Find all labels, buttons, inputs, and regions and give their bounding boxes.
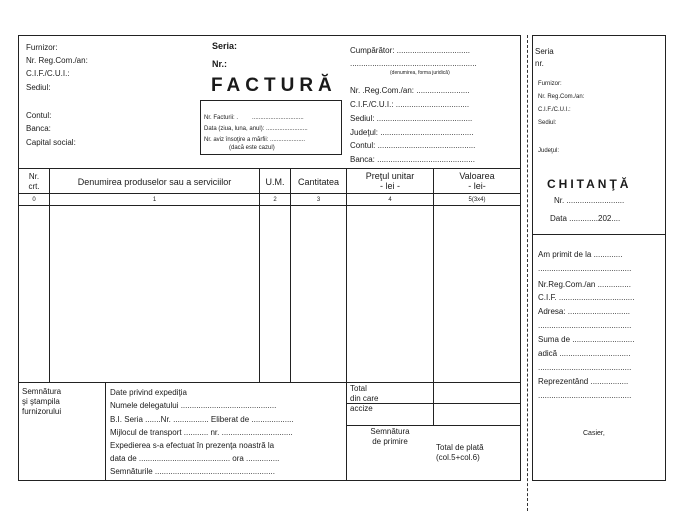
supplier-label: Furnizor: [26, 43, 58, 52]
receipt-address-dots: .......................................... [538, 321, 632, 330]
cashier-label: Casier, [583, 430, 605, 437]
buyer-cif-label: C.I.F./C.U.I.: ................................. [350, 100, 470, 109]
receipt-sediul-label: Sediul: [538, 120, 557, 126]
accize-text: accize [350, 404, 373, 413]
col-index-2: 2 [273, 197, 277, 203]
col-index-0: 0 [32, 197, 36, 203]
de-primire-text: de primire [372, 437, 408, 446]
supplier-cif-label: C.I.F./C.U.I.: [26, 69, 70, 78]
buyer-label: Cumpărător: ................................. [350, 46, 471, 55]
invoice-aviz-label: Nr. aviz însoţire a mărfii: ..................... [204, 137, 306, 143]
total-label [350, 384, 378, 414]
stamp-text: şi ştampila [22, 397, 60, 406]
receipt-representing-dots: .......................................... [538, 391, 632, 400]
signatures-line: Semnăturile ...................................................... [110, 467, 275, 476]
supplier-contul-label: Contul: [26, 111, 52, 120]
invoice-nr-label: Nr.: [212, 59, 228, 69]
receipt-bottom-border [532, 480, 666, 481]
col-header-pret-text: Preţul unitar [365, 171, 415, 181]
col-index-5: 5(3x4) [468, 197, 486, 203]
receipt-left-border [532, 35, 533, 481]
receipt-cif-line: C.I.F. .................................. [538, 293, 635, 302]
receipt-signature-label [347, 427, 433, 447]
invoice-seria-label: Seria: [212, 41, 238, 51]
total-payment-formula: (col.5+col.6) [436, 453, 480, 462]
transport-line: Mijlocul de transport ........... nr. ................................ [110, 428, 293, 437]
col-header-pret-unit: - lei - [380, 181, 400, 191]
invoice-bottom-border [18, 480, 521, 481]
col-header-valoarea-unit: - lei- [468, 181, 486, 191]
footer-sep-3 [433, 382, 434, 426]
col-index-1: 1 [152, 197, 157, 203]
col-header-crt-text: crt. [28, 182, 40, 191]
receipt-signature-text: Semnătura [370, 427, 410, 436]
receipt-top-border [532, 35, 666, 36]
receipt-judetul-label: Judeţul: [538, 148, 560, 154]
supplier-reg-com-label: Nr. Reg.Com./an: [26, 56, 88, 65]
receipt-number-line: Nr. .......................... [554, 196, 625, 205]
shipment-presence-line: Expedierea s-a efectuat în prezenţa noastră la [110, 441, 275, 450]
supplier-banca-label: Banca: [26, 124, 51, 133]
footer-accize-line [346, 425, 521, 426]
total-text: Total [350, 384, 367, 393]
receipt-cif-label: C.I.F./C.U.I.: [538, 107, 571, 113]
receipt-divider [532, 234, 666, 235]
perforation-line [527, 35, 528, 511]
table-index-bottom-line [18, 205, 521, 206]
footer-sep-1 [105, 382, 106, 480]
received-from-line: Am primit de la ............. [538, 250, 623, 259]
receipt-nr-label: nr. [535, 59, 544, 68]
col-header-pret [347, 171, 433, 191]
shipping-date-label: Date privind expediţia [110, 388, 187, 397]
invoice-date-label: Data (ziua, luna, anul): ......................... [204, 126, 308, 132]
receipt-right-border [665, 35, 666, 481]
col-index-4: 4 [388, 197, 392, 203]
id-card-line: B.I. Seria .......Nr. ................ Eliberat de ................... [110, 415, 294, 424]
invoice-number-dots: ............................... [252, 115, 304, 121]
signature-stamp-label [22, 387, 61, 417]
buyer-name-line: ......................................................... [350, 59, 477, 68]
signature-text: Semnătura [22, 387, 62, 396]
buyer-judetul-label: Judeţul: .......................................... [350, 128, 474, 137]
table-body-bottom-line [18, 382, 521, 383]
invoice-right-border [520, 35, 521, 481]
invoice-title: FACTURĂ [211, 75, 337, 96]
col-header-nr [19, 172, 49, 192]
invoice-aviz-note: (dacă este cazul) [229, 145, 275, 151]
col-header-valoarea [434, 171, 520, 191]
receipt-title: CHITANŢĂ [547, 177, 632, 191]
invoice-number-text: Nr. Facturii: . [204, 115, 239, 121]
col-header-cantitatea: Cantitatea [297, 177, 340, 187]
delegate-name-line: Numele delegatului ........................................... [110, 401, 277, 410]
receipt-sum-dots: .......................................... [538, 363, 632, 372]
din-care-text: din care [350, 394, 379, 403]
shipment-date-line: data de ......................................... ora ............... [110, 454, 280, 463]
total-payment-text: Total de plată [436, 443, 484, 452]
receipt-supplier-label: Furnizor: [538, 81, 562, 87]
supplier-capital-label: Capital social: [26, 138, 76, 147]
table-top-line [18, 168, 521, 169]
col-index-3: 3 [316, 197, 321, 203]
receipt-address-line: Adresa: ............................ [538, 307, 631, 316]
col-header-valoarea-text: Valoarea [459, 171, 495, 181]
receipt-representing-line: Reprezentând ................. [538, 377, 629, 386]
buyer-name-hint: (denumirea, forma juridică) [390, 70, 450, 76]
invoice-left-border [18, 35, 19, 481]
supplier-sediul-label: Sediul: [26, 83, 51, 92]
receipt-reg-com-line: Nr.Reg.Com./an ............... [538, 280, 631, 289]
receipt-sum-words-line: adică ................................ [538, 349, 631, 358]
col-header-denumire: Denumirea produselor sau a serviciilor [77, 177, 232, 187]
col-header-um: U.M. [265, 177, 285, 187]
invoice-top-border [18, 35, 521, 36]
buyer-contul-label: Contul: ............................................ [350, 141, 476, 150]
receipt-reg-com-label: Nr. Reg.Com./an: [538, 94, 585, 100]
buyer-sediul-label: Sediul: ........................................... [350, 114, 473, 123]
col-header-nr-text: Nr. [28, 172, 40, 181]
buyer-reg-com-label: Nr. .Reg.Com./an: ........................ [350, 86, 470, 95]
receipt-seria-label: Seria [535, 47, 554, 56]
buyer-banca-label: Banca: ............................................ [350, 155, 475, 164]
receipt-date-line: Data .............202.... [550, 214, 621, 223]
receipt-sum-line: Suma de ............................ [538, 335, 635, 344]
invoice-number-label [204, 115, 304, 121]
supplier-sign-text: furnizorului [22, 407, 62, 416]
table-header-bottom-line [18, 193, 521, 194]
received-from-dots: .......................................... [538, 264, 632, 273]
total-payment-label [436, 443, 484, 463]
